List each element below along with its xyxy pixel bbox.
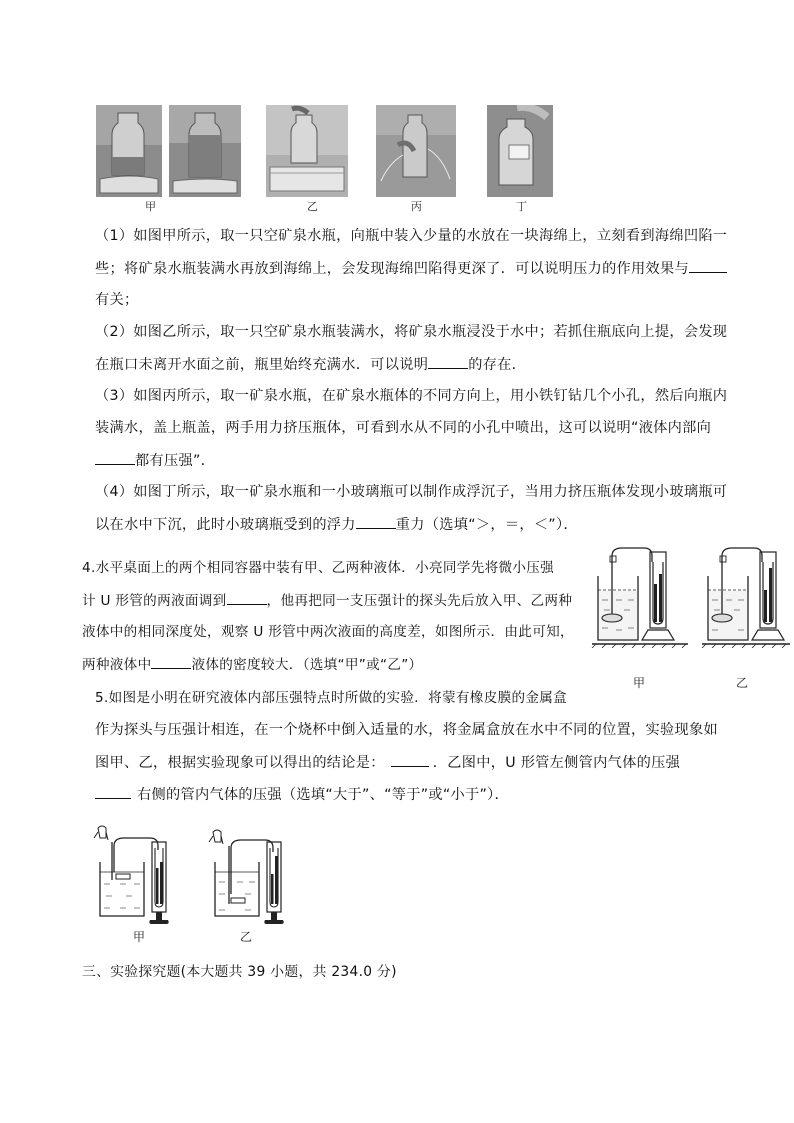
q3-p1-line2-text: 些；将矿泉水瓶装满水再放到海绵上，会发现海绵凹陷得更深了．可以说明压力的作用效果与: [95, 261, 689, 277]
q5-figure-yi: [205, 824, 295, 928]
q3-p1-line2: [95, 258, 727, 279]
q5-line3-tail: ．乙图中，U 形管左侧管内气体的压强: [432, 755, 681, 771]
q5-line3: [95, 752, 680, 773]
q5-line2: 作为探头与压强计相连，在一个烧杯中倒入适量的水，将金属盒放在水中不同的位置，实验现象如: [95, 722, 718, 738]
photo-caption-ding: 丁: [516, 200, 527, 213]
q3-p4-line1: （4）如图丁所示，取一矿泉水瓶和一小玻璃瓶可以制作成浮沉子，当用力挤压瓶体发现小玻璃瓶可: [95, 484, 728, 500]
q4-line4-text: 两种液体中: [82, 657, 152, 673]
q4-line4: [82, 654, 422, 675]
photo-caption-jia: 甲: [145, 200, 156, 213]
section3-title: 三、实验探究题(本大题共 39 小题，共 234.0 分): [82, 964, 397, 980]
q3-p2-line2: [95, 354, 526, 375]
q4-line1: 4.水平桌面上的两个相同容器中装有甲、乙两种液体．小亮同学先将微小压强: [82, 560, 555, 576]
q3-p1-line1: （1）如图甲所示，取一只空矿泉水瓶，向瓶中装入少量的水放在一块海绵上，立刻看到海绵凹陷一: [95, 228, 728, 244]
q5-caption-jia: 甲: [133, 930, 146, 944]
q3-p1-answer-blank[interactable]: [689, 258, 727, 273]
q3-p4-line2-text: 以在水中下沉，此时小玻璃瓶受到的浮力: [95, 517, 356, 533]
q5-figure-jia: [92, 824, 182, 928]
q3-p2-line2-text: 在瓶口未离开水面之前，瓶里始终充满水．可以说明: [95, 357, 429, 373]
q5-line4: [95, 784, 509, 805]
q3-p2-line1: （2）如图乙所示，取一只空矿泉水瓶装满水，将矿泉水瓶浸没于水中；若抓住瓶底向上提，会发现: [95, 324, 728, 340]
q3-p4-line2-tail: 重力（选填“＞，＝，＜”）．: [395, 517, 578, 533]
q5-line1: 5.如图是小明在研究液体内部压强特点时所做的实验．将蒙有橡皮膜的金属盒: [95, 690, 568, 706]
q3-p1-line3: 有关；: [95, 292, 139, 308]
q5-line4-tail: 右侧的管内气体的压强（选填“大于”、“等于”或“小于”）．: [137, 787, 510, 803]
q3-p3-answer-blank[interactable]: [95, 450, 135, 465]
photo-bottle-in-water-tank: [266, 105, 348, 197]
photo-bottle-holes-squeeze: [376, 105, 456, 197]
q3-p3-line3: [95, 450, 215, 471]
q3-p3-line3-tail: 都有压强”．: [135, 453, 216, 469]
q4-line4-tail: 液体的密度较大．（选填“甲”或“乙”）: [191, 657, 423, 673]
q4-caption-jia: 甲: [633, 676, 646, 690]
q3-p3-line2: 装满水，盖上瓶盖，两手用力挤压瓶体，可看到水从不同的小孔中喷出，这可以说明“液体内部向: [95, 420, 712, 436]
q4-figure-jia: [590, 538, 690, 648]
q3-p2-answer-blank[interactable]: [428, 354, 468, 369]
q5-answer-blank-1[interactable]: [391, 752, 429, 767]
photo-bottle-sponge-few-water: [96, 105, 162, 197]
q5-answer-blank-2[interactable]: [95, 784, 131, 799]
q4-line2-text: 计 U 形管的两液面调到: [82, 593, 227, 609]
q3-p4-answer-blank[interactable]: [356, 514, 396, 529]
q4-answer-blank-2[interactable]: [151, 654, 191, 669]
q3-p4-line2: [95, 514, 578, 535]
q5-line3-text: 图甲、乙，根据实验现象可以得出的结论是：: [95, 755, 385, 771]
q4-line2-tail: ，他再把同一支压强计的探头先后放入甲、乙两种: [266, 593, 573, 609]
q4-line3: 液体中的相同深度处，观察 U 形管中两次液面的高度差，如图所示．由此可知，: [82, 624, 574, 640]
q3-p3-line1: （3）如图丙所示，取一矿泉水瓶，在矿泉水瓶体的不同方向上，用小铁钉钻几个小孔，然后向瓶内: [95, 388, 728, 404]
photo-cartesian-diver-bottle: [487, 105, 553, 197]
q5-caption-yi: 乙: [240, 930, 253, 944]
q4-answer-blank-1[interactable]: [227, 590, 267, 605]
q4-figure-yi: [700, 538, 794, 648]
q3-p2-line2-tail: 的存在．: [468, 357, 527, 373]
photo-caption-yi: 乙: [307, 200, 318, 213]
q4-line2: [82, 590, 572, 611]
photo-bottle-sponge-full-water: [169, 105, 241, 197]
photo-caption-bing: 丙: [411, 200, 422, 213]
q4-caption-yi: 乙: [736, 676, 749, 690]
